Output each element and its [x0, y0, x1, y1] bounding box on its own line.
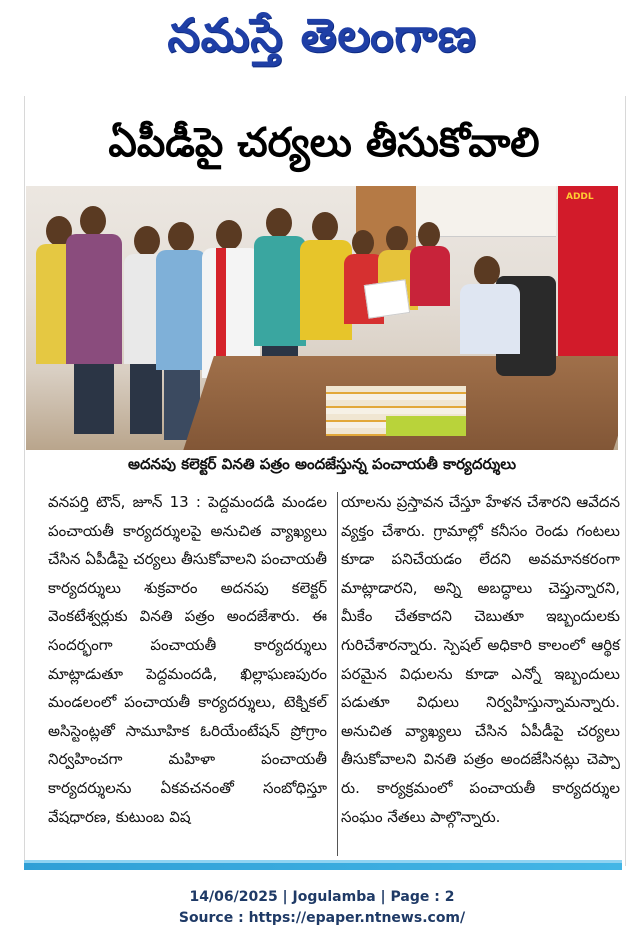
green-folder: [386, 416, 466, 436]
column-divider: [337, 492, 338, 856]
footer-date-edition: 14/06/2025 | Jogulamba | Page : 2: [189, 889, 455, 905]
accent-bar: [24, 860, 622, 870]
newspaper-logo: నమస్తే తెలంగాణ: [167, 8, 477, 62]
news-photo: [26, 186, 618, 450]
masthead: [0, 0, 644, 82]
photo-caption: అదనపు కలెక్టర్ వినతి పత్రం అందజేస్తున్న పంచాయతీ కార్యదర్శులు: [127, 455, 517, 473]
article-body: [48, 488, 620, 856]
wall-sign: ADDL: [566, 192, 594, 202]
footer-source: Source : https://epaper.ntnews.com/: [178, 910, 466, 926]
article-headline: ఏపీడీపై చర్యలు తీసుకోవాలి: [108, 120, 540, 166]
article-column-1: వనపర్తి టౌన్, జూన్ 13 : పెద్దమందడి మండల పంచాయతీ కార్యదర్శులపై అనుచిత వ్యాఖ్యలు చేసిన ఏపీడీపై చర్యలు తీసుకోవాలని పంచాయతీ కార్యదర్శులు శుక్రవారం అదనపు కలెక్టర్ వెంకటేశ్వర్లుకు వినతి పత్రం అందజేశారు. ఈ సందర్భంగా పంచాయతీ కార్యదర్శులు మాట్లాడుతూ పెద్దమందడి, ఖిల్లాఘణపురం మండలంలో పంచాయతీ కార్యదర్శులు, టెక్నికల్ అసిస్టెంట్లతో సామూహిక ఓరియేంటేషన్ ప్రోగ్రాం నిర్వహించగా మహిళా పంచాయతీ కార్యదర్శులను ఏకవచనంతో సంబోధిస్తూ వేషధారణ, కుటుంబ విష: [48, 493, 327, 826]
red-wall-panel: [558, 186, 618, 376]
article-column-2: యాలను ప్రస్తావన చేస్తూ హేళన చేశారని ఆవేదన వ్యక్తం చేశారు. గ్రామాల్లో కనీసం రెండు గంటలు కూడా పనిచేయడం లేదని అవమానకరంగా మాట్లాడారని, అన్ని అబద్ధాలు చెప్తున్నారని, మీకేం చేతకాదని చెబుతూ ఇబ్బందులకు గురిచేశారన్నారు. స్పెషల్ అధికారి కాలంలో ఆర్థిక పరమైన విధులను కూడా ఎన్నో ఇబ్బందులు పడుతూ విధులు నిర్వహిస్తున్నామన్నారు. అనుచిత వ్యాఖ్యలు చేసిన ఏపీడీపై చర్యలు తీసుకోవాలని వినతి పత్రం అందజేసినట్లు చెప్పా రు. కార్యక్రమంలో పంచాయతీ కార్యదర్శుల సంఘం నేతలు పాల్గొన్నారు.: [341, 493, 620, 826]
petition-paper: [364, 279, 410, 319]
